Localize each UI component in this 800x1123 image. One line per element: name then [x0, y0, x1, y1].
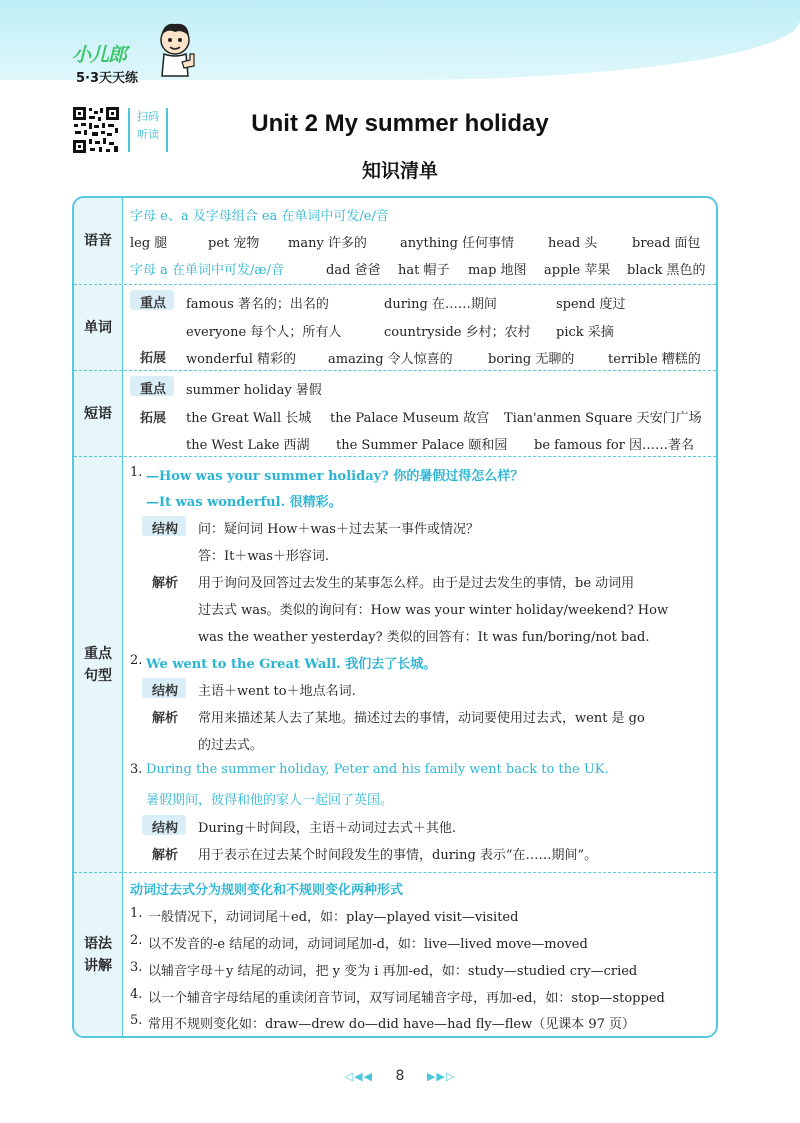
pronunciation-word: leg 腿: [130, 236, 168, 251]
next-page-arrows-icon[interactable]: ▶▶▷: [426, 1070, 456, 1083]
sentence-text: During the summer holiday, Peter and his family went back to the UK.: [146, 762, 609, 777]
structure-tag: 结构: [151, 684, 178, 699]
key-tag: 重点: [139, 296, 166, 311]
pronunciation-word: head 头: [548, 236, 598, 251]
grammar-item-number: 2.: [130, 933, 143, 948]
mascot-icon: [152, 20, 198, 78]
row-sentences: [74, 456, 716, 873]
grammar-item: 以辅音字母＋y 结尾的动词，把 y 变为 i 再加-ed，如：study—studied cry—cried: [148, 964, 638, 979]
ext-tag: 拓展: [139, 411, 166, 426]
phrase: the Great Wall 长城: [186, 411, 312, 426]
pronunciation-word: dad 爸爸: [326, 263, 381, 278]
row-grammar: [74, 872, 716, 1037]
section-title: 知识清单: [361, 160, 438, 182]
vocab-word: amazing 令人惊喜的: [328, 352, 453, 367]
row-label-line: 讲解: [84, 958, 112, 974]
pronunciation-word: bread 面包: [632, 236, 701, 251]
phrase: Tian'anmen Square 天安门广场: [504, 411, 702, 426]
row-label: 单词: [74, 285, 123, 371]
row-label: 语音: [74, 198, 123, 284]
logo-title: 小儿郎: [72, 44, 127, 66]
grammar-item-number: 1.: [130, 906, 143, 921]
pronunciation-rule: 字母 e、a 及字母组合 ea 在单词中可发/e/音: [130, 209, 389, 224]
pronunciation-word: many 许多的: [288, 236, 367, 251]
structure-text: 主语＋went to＋地点名词.: [198, 684, 356, 699]
phrase: summer holiday 暑假: [186, 383, 322, 398]
pronunciation-rule: 字母 a 在单词中可发/æ/音: [130, 263, 284, 278]
row-label: [74, 457, 123, 873]
pronunciation-word: black 黑色的: [627, 263, 706, 278]
vocab-word: wonderful 精彩的: [186, 352, 297, 367]
grammar-item: 一般情况下，动词词尾＋ed，如：play—played visit—visited: [148, 910, 519, 925]
row-label: [74, 873, 123, 1037]
sentence-number: 1.: [130, 465, 143, 480]
analysis-text: 用于询问及回答过去发生的某事怎么样。由于是过去发生的事情，be 动词用: [198, 576, 635, 591]
vocab-word: terrible 糟糕的: [608, 352, 701, 367]
prev-page-arrows-icon[interactable]: ◁◀◀: [344, 1070, 374, 1083]
sentence-answer: —It was wonderful. 很精彩。: [146, 495, 342, 510]
vocab-word: during 在……期间: [384, 297, 497, 312]
logo-subtitle: 5·3天天练: [76, 71, 139, 86]
vocab-word: countryside 乡村；农村: [384, 325, 531, 340]
sentence-number: 3.: [130, 762, 143, 777]
sentence-translation: 暑假期间，彼得和他的家人一起回了英国。: [146, 793, 394, 808]
analysis-text: 常用来描述某人去了某地。描述过去的事情，动词要使用过去式，went 是 go: [198, 711, 645, 726]
analysis-tag: 解析: [151, 711, 178, 726]
grammar-item-number: 4.: [130, 987, 143, 1002]
phrase: the Palace Museum 故宫: [330, 411, 490, 426]
row-label-line: 句型: [84, 668, 112, 684]
grammar-item: 以一个辅音字母结尾的重读闭音节词，双写词尾辅音字母，再加-ed，如：stop—stopped: [148, 991, 665, 1006]
ext-tag: 拓展: [139, 351, 166, 366]
vocab-word: boring 无聊的: [488, 352, 575, 367]
grammar-item-number: 5.: [130, 1013, 143, 1028]
row-phrases: [74, 370, 716, 457]
pronunciation-word: apple 苹果: [544, 263, 611, 278]
scan-label-line2: 听读: [137, 128, 159, 141]
grammar-item-number: 3.: [130, 960, 143, 975]
grammar-title: 动词过去式分为规则变化和不规则变化两种形式: [130, 883, 404, 898]
phrase: the Summer Palace 颐和园: [336, 438, 508, 453]
row-label-line: 重点: [84, 646, 112, 662]
scan-label-line1: 扫码: [137, 110, 159, 123]
sentence-number: 2.: [130, 653, 143, 668]
sentence-text: We went to the Great Wall. 我们去了长城。: [146, 657, 437, 672]
vocab-word: pick 采摘: [556, 325, 614, 340]
sentence-question: —How was your summer holiday? 你的暑假过得怎么样？: [146, 469, 524, 484]
analysis-text: was the weather yesterday? 类似的回答有：It was fun/boring/not bad.: [198, 630, 650, 645]
page-footer: [0, 1068, 800, 1084]
pronunciation-word: anything 任何事情: [400, 236, 515, 251]
row-vocabulary: [74, 284, 716, 371]
row-pronunciation: [74, 198, 716, 284]
vocab-word: spend 度过: [556, 297, 626, 312]
row-label: 短语: [74, 371, 123, 457]
pronunciation-word: hat 帽子: [398, 263, 450, 278]
page-number: 8: [395, 1068, 405, 1084]
structure-text: 答：It＋was＋形容词.: [198, 549, 330, 564]
unit-title: Unit 2 My summer holiday: [251, 110, 549, 137]
structure-tag: 结构: [151, 522, 178, 537]
analysis-text: 用于表示在过去某个时间段发生的事情，during 表示“在……期间”。: [198, 848, 598, 863]
phrase: be famous for 因……著名: [534, 438, 695, 453]
pronunciation-word: map 地图: [468, 263, 527, 278]
structure-text: During＋时间段，主语＋动词过去式＋其他.: [198, 821, 456, 836]
analysis-tag: 解析: [151, 848, 178, 863]
analysis-tag: 解析: [151, 576, 178, 591]
analysis-text: 过去式 was。类似的询问有：How was your winter holiday/weekend? How: [198, 603, 669, 618]
pronunciation-word: pet 宠物: [208, 236, 260, 251]
vocab-word: famous 著名的；出名的: [186, 297, 329, 312]
key-tag: 重点: [139, 382, 166, 397]
structure-tag: 结构: [151, 821, 178, 836]
knowledge-table: [72, 196, 718, 1038]
grammar-item: 常用不规则变化如：draw—drew do—did have—had fly—flew（见课本 97 页）: [148, 1017, 636, 1032]
vocab-word: everyone 每个人；所有人: [186, 325, 342, 340]
analysis-text: 的过去式。: [198, 738, 264, 753]
row-label-line: 语法: [84, 936, 112, 952]
structure-text: 问：疑问词 How＋was＋过去某一事件或情况？: [198, 522, 479, 537]
phrase: the West Lake 西湖: [186, 438, 310, 453]
grammar-item: 以不发音的-e 结尾的动词，动词词尾加-d，如：live—lived move—moved: [148, 937, 588, 952]
